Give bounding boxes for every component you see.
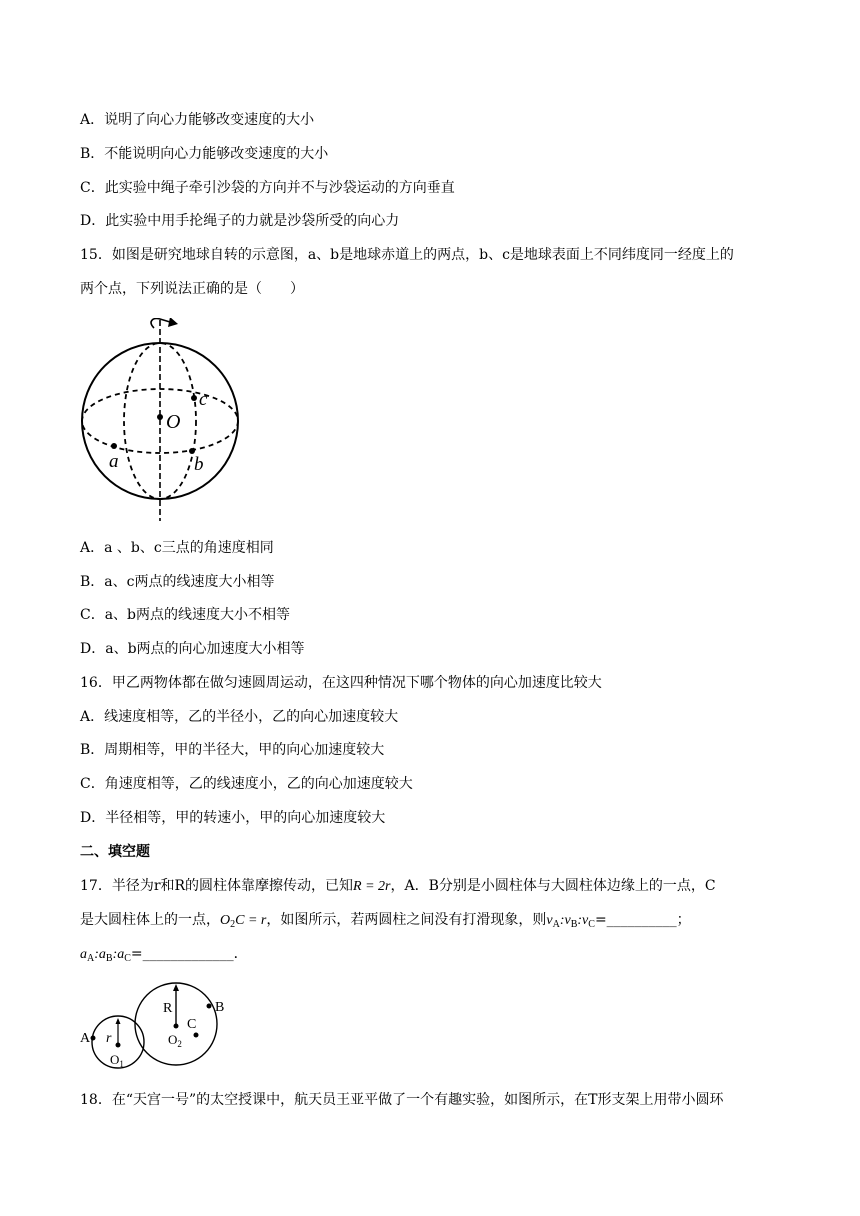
q17-eq-o2c: $O_2C = r$: [220, 913, 267, 930]
label-o: O: [166, 411, 181, 433]
q17-ratio-v: $v_A:v_B:v_C$: [546, 913, 595, 930]
label-r: r: [106, 1031, 112, 1046]
label-o1: $O_1$: [110, 1052, 124, 1069]
point-a-dot: [91, 1036, 96, 1041]
point-c-dot: [191, 395, 197, 401]
q16-option-b: B．周期相等，甲的半径大，甲的向心加速度较大: [80, 742, 385, 758]
q14-option-b: B．不能说明向心力能够改变速度的大小: [80, 146, 329, 162]
q17-text-2: ，A．B分别是小圆柱体与大圆柱体边缘上的一点，C: [390, 878, 716, 894]
label-c: c: [199, 389, 208, 410]
q17-text-1: 17．半径为r和R的圆柱体靠摩擦传动，已知: [80, 878, 354, 894]
q17-line1: [80, 876, 716, 897]
q15-stem-line1: 15．如图是研究地球自转的示意图，a、b是地球赤道上的两点，b、c是地球表面上不同纬度同一经度上的: [80, 247, 734, 263]
q14-option-c: C．此实验中绳子牵引沙袋的方向并不与沙袋运动的方向垂直: [80, 180, 455, 196]
q17-line3: [80, 944, 248, 969]
q18-stem: 18．在“天宫一号”的太空授课中，航天员王亚平做了一个有趣实验，如图所示，在T形支架上用带小圆环: [80, 1092, 724, 1108]
q17-text-4: ，如图所示，若两圆柱之间没有打滑现象，则: [266, 912, 547, 928]
center-o2-dot: [174, 1024, 179, 1029]
label-b: b: [194, 454, 204, 475]
earth-rotation-figure: [78, 318, 248, 524]
cylinders-figure: [76, 980, 246, 1076]
q17-blank-1: =__________；: [594, 912, 691, 928]
q15-option-d: D．a、b两点的向心加速度大小相等: [80, 641, 305, 657]
q16-option-c: C．角速度相等，乙的线速度小，乙的向心加速度较大: [80, 776, 413, 792]
radius-r-arrow: [116, 1018, 121, 1024]
q17-text-3: 是大圆柱体上的一点，: [80, 912, 220, 928]
q16-option-d: D．半径相等，甲的转速小，甲的向心加速度较大: [80, 810, 386, 826]
q17-line2: [80, 910, 691, 935]
point-o-dot: [157, 414, 163, 420]
q15-option-b: B．a、c两点的线速度大小相等: [80, 574, 275, 590]
section-title: 二、填空题: [80, 844, 150, 860]
label-C: C: [187, 1017, 197, 1032]
radius-R-arrow: [173, 984, 179, 991]
label-o2: $O_2$: [168, 1032, 182, 1049]
rotation-arrow-head: [168, 318, 178, 327]
q14-option-d: D．此实验中用手抡绳子的力就是沙袋所受的向心力: [80, 213, 400, 229]
q16-option-a: A．线速度相等，乙的半径小，乙的向心加速度较大: [80, 709, 399, 725]
q14-option-a: A．说明了向心力能够改变速度的大小: [80, 112, 315, 128]
q15-option-c: C．a、b两点的线速度大小不相等: [80, 607, 291, 623]
q15-stem-line2: 两个点，下列说法正确的是（ ）: [80, 281, 304, 297]
q17-blank-2: =_____________．: [130, 946, 248, 962]
q17-ratio-a: $a_A:a_B:a_C$: [80, 947, 131, 964]
point-c-dot: [194, 1033, 199, 1038]
q15-option-a: A．a 、b、c三点的角速度相同: [80, 540, 274, 556]
q16-stem: 16．甲乙两物体都在做匀速圆周运动，在这四种情况下哪个物体的向心加速度比较大: [80, 675, 602, 691]
point-b-dot: [207, 1004, 212, 1009]
center-o1-dot: [116, 1043, 121, 1048]
q17-eq-r: R = 2r: [353, 879, 391, 894]
label-R: R: [163, 1001, 173, 1016]
label-B: B: [215, 1000, 225, 1015]
label-A: A: [80, 1031, 91, 1046]
label-a: a: [109, 451, 119, 472]
point-a-dot: [111, 443, 117, 449]
